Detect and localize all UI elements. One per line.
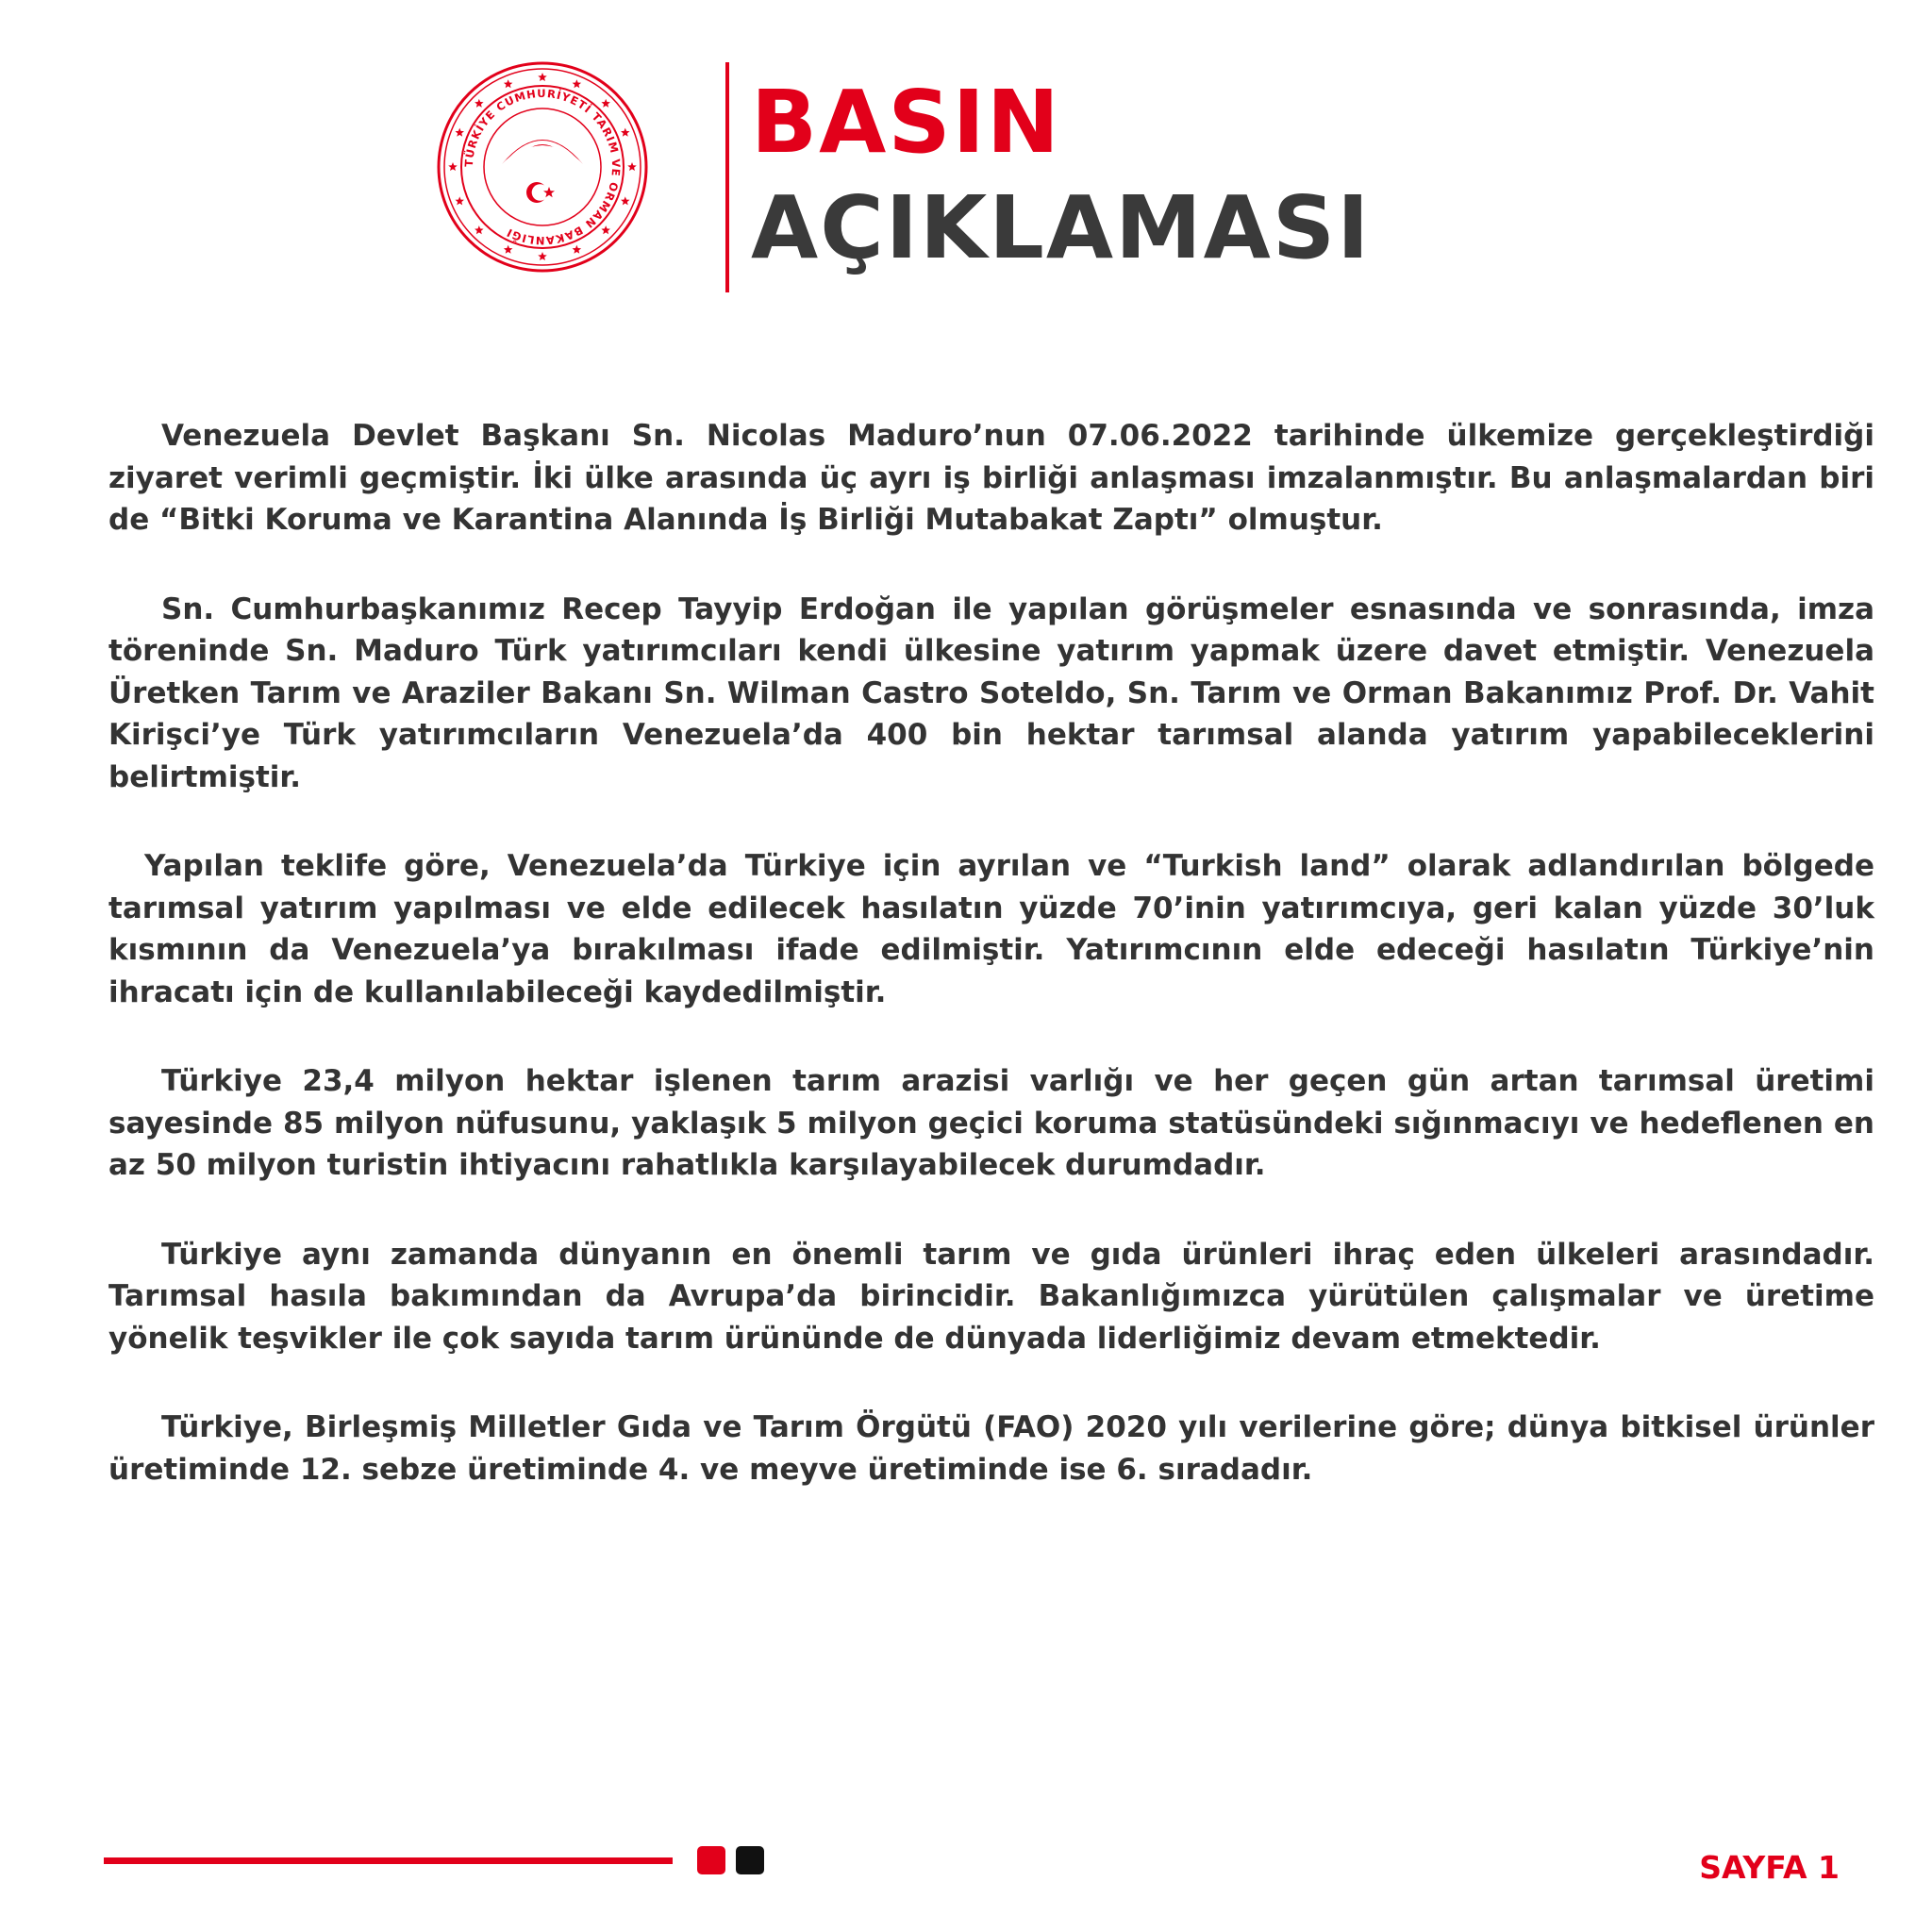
seal-star-icon	[627, 162, 637, 171]
seal-star-icon	[538, 73, 547, 81]
seal-star-icon	[455, 128, 464, 137]
seal-star-icon	[601, 99, 610, 108]
footer-red-square	[697, 1846, 725, 1874]
header	[0, 0, 1932, 311]
footer-divider	[104, 1857, 673, 1864]
seal-star-icon	[448, 162, 458, 171]
press-release-body	[108, 415, 1874, 1538]
seal-star-icon	[621, 128, 630, 137]
title-line-1: BASIN	[751, 72, 1061, 173]
paragraph: Sn. Cumhurbaşkanımız Recep Tayyip Erdoğan ile yapılan görüşmeler esnasında ve sonrasında, imza töreninde Sn. Maduro Türk yatırımcıları kendi ülkesine yatırım yapmak üzere davet etmiştir. Venezuela Üretken Tarım ve Araziler Bakanı Sn. Wilman Castro Soteldo, Sn. Tarım ve Orman Bakanımız Prof. Dr. Vahit Kirişci’ye Türk yatırımcıların Venezuela’da 400 bin hektar tarımsal alanda yatırım yapabileceklerini belirtmiştir.	[108, 591, 1874, 794]
seal-star-icon	[455, 196, 464, 205]
seal-star-icon	[504, 245, 513, 254]
ministry-seal-icon	[436, 60, 649, 274]
seal-star-icon	[573, 79, 582, 88]
title-line-2: AÇIKLAMASI	[751, 177, 1372, 278]
footer-black-square	[736, 1846, 764, 1874]
header-divider	[725, 62, 729, 292]
seal-star-icon	[601, 225, 610, 234]
seal-star-icon	[475, 225, 484, 234]
seal-star-icon	[475, 99, 484, 108]
star-crescent-icon	[526, 182, 555, 203]
page-number: SAYFA 1	[1699, 1849, 1840, 1886]
paragraph: Venezuela Devlet Başkanı Sn. Nicolas Maduro’nun 07.06.2022 tarihinde ülkemize gerçekleştirdiği ziyaret verimli geçmiştir. İki ülke arasında üç ayrı iş birliği anlaşması imzalanmıştır. Bu anlaşmalardan biri de “Bitki Koruma ve Karantina Alanında İş Birliği Mutabakat Zaptı” olmuştur.	[108, 419, 1874, 537]
seal-text: TÜRKİYE CUMHURİYETİ TARIM VE ORMAN BAKANLIĞI	[461, 86, 624, 248]
paragraph: Yapılan teklife göre, Venezuela’da Türkiye için ayrılan ve “Turkish land” olarak adlandırılan bölgede tarımsal yatırım yapılması ve elde edilecek hasılatın yüzde 70’inin yatırımcıya, geri kalan yüzde 30’luk kısmının da Venezuela’ya bırakılması ifade edilmiştir. Yatırımcının elde edeceği hasılatın Türkiye’nin ihracatı için de kullanılabileceği kaydedilmiştir.	[108, 849, 1874, 1009]
paragraph: Türkiye aynı zamanda dünyanın en önemli tarım ve gıda ürünleri ihraç eden ülkeleri arasındadır. Tarımsal hasıla bakımından da Avrupa’da birincidir. Bakanlığımızca yürütülen çalışmalar ve üretime yönelik teşvikler ile çok sayıda tarım ürününde de dünyada liderliğimiz devam etmektedir.	[108, 1237, 1874, 1356]
paragraph: Türkiye, Birleşmiş Milletler Gıda ve Tarım Örgütü (FAO) 2020 yılı verilerine göre; dünya bitkisel ürünler üretiminde 12. sebze üretiminde 4. ve meyve üretiminde ise 6. sıradadır.	[108, 1410, 1874, 1487]
paragraph: Türkiye 23,4 milyon hektar işlenen tarım arazisi varlığı ve her geçen gün artan tarımsal üretimi sayesinde 85 milyon nüfusunu, yaklaşık 5 milyon geçici koruma statüsündeki sığınmacıyı ve hedeflenen en az 50 milyon turistin ihtiyacını rahatlıkla karşılayabilecek durumdadır.	[108, 1064, 1874, 1182]
seal-star-icon	[504, 79, 513, 88]
seal-star-icon	[573, 245, 582, 254]
svg-text:TÜRKİYE CUMHURİYETİ TARIM VE O	[462, 87, 624, 247]
seal-star-icon	[538, 252, 547, 260]
seal-star-icon	[621, 196, 630, 205]
